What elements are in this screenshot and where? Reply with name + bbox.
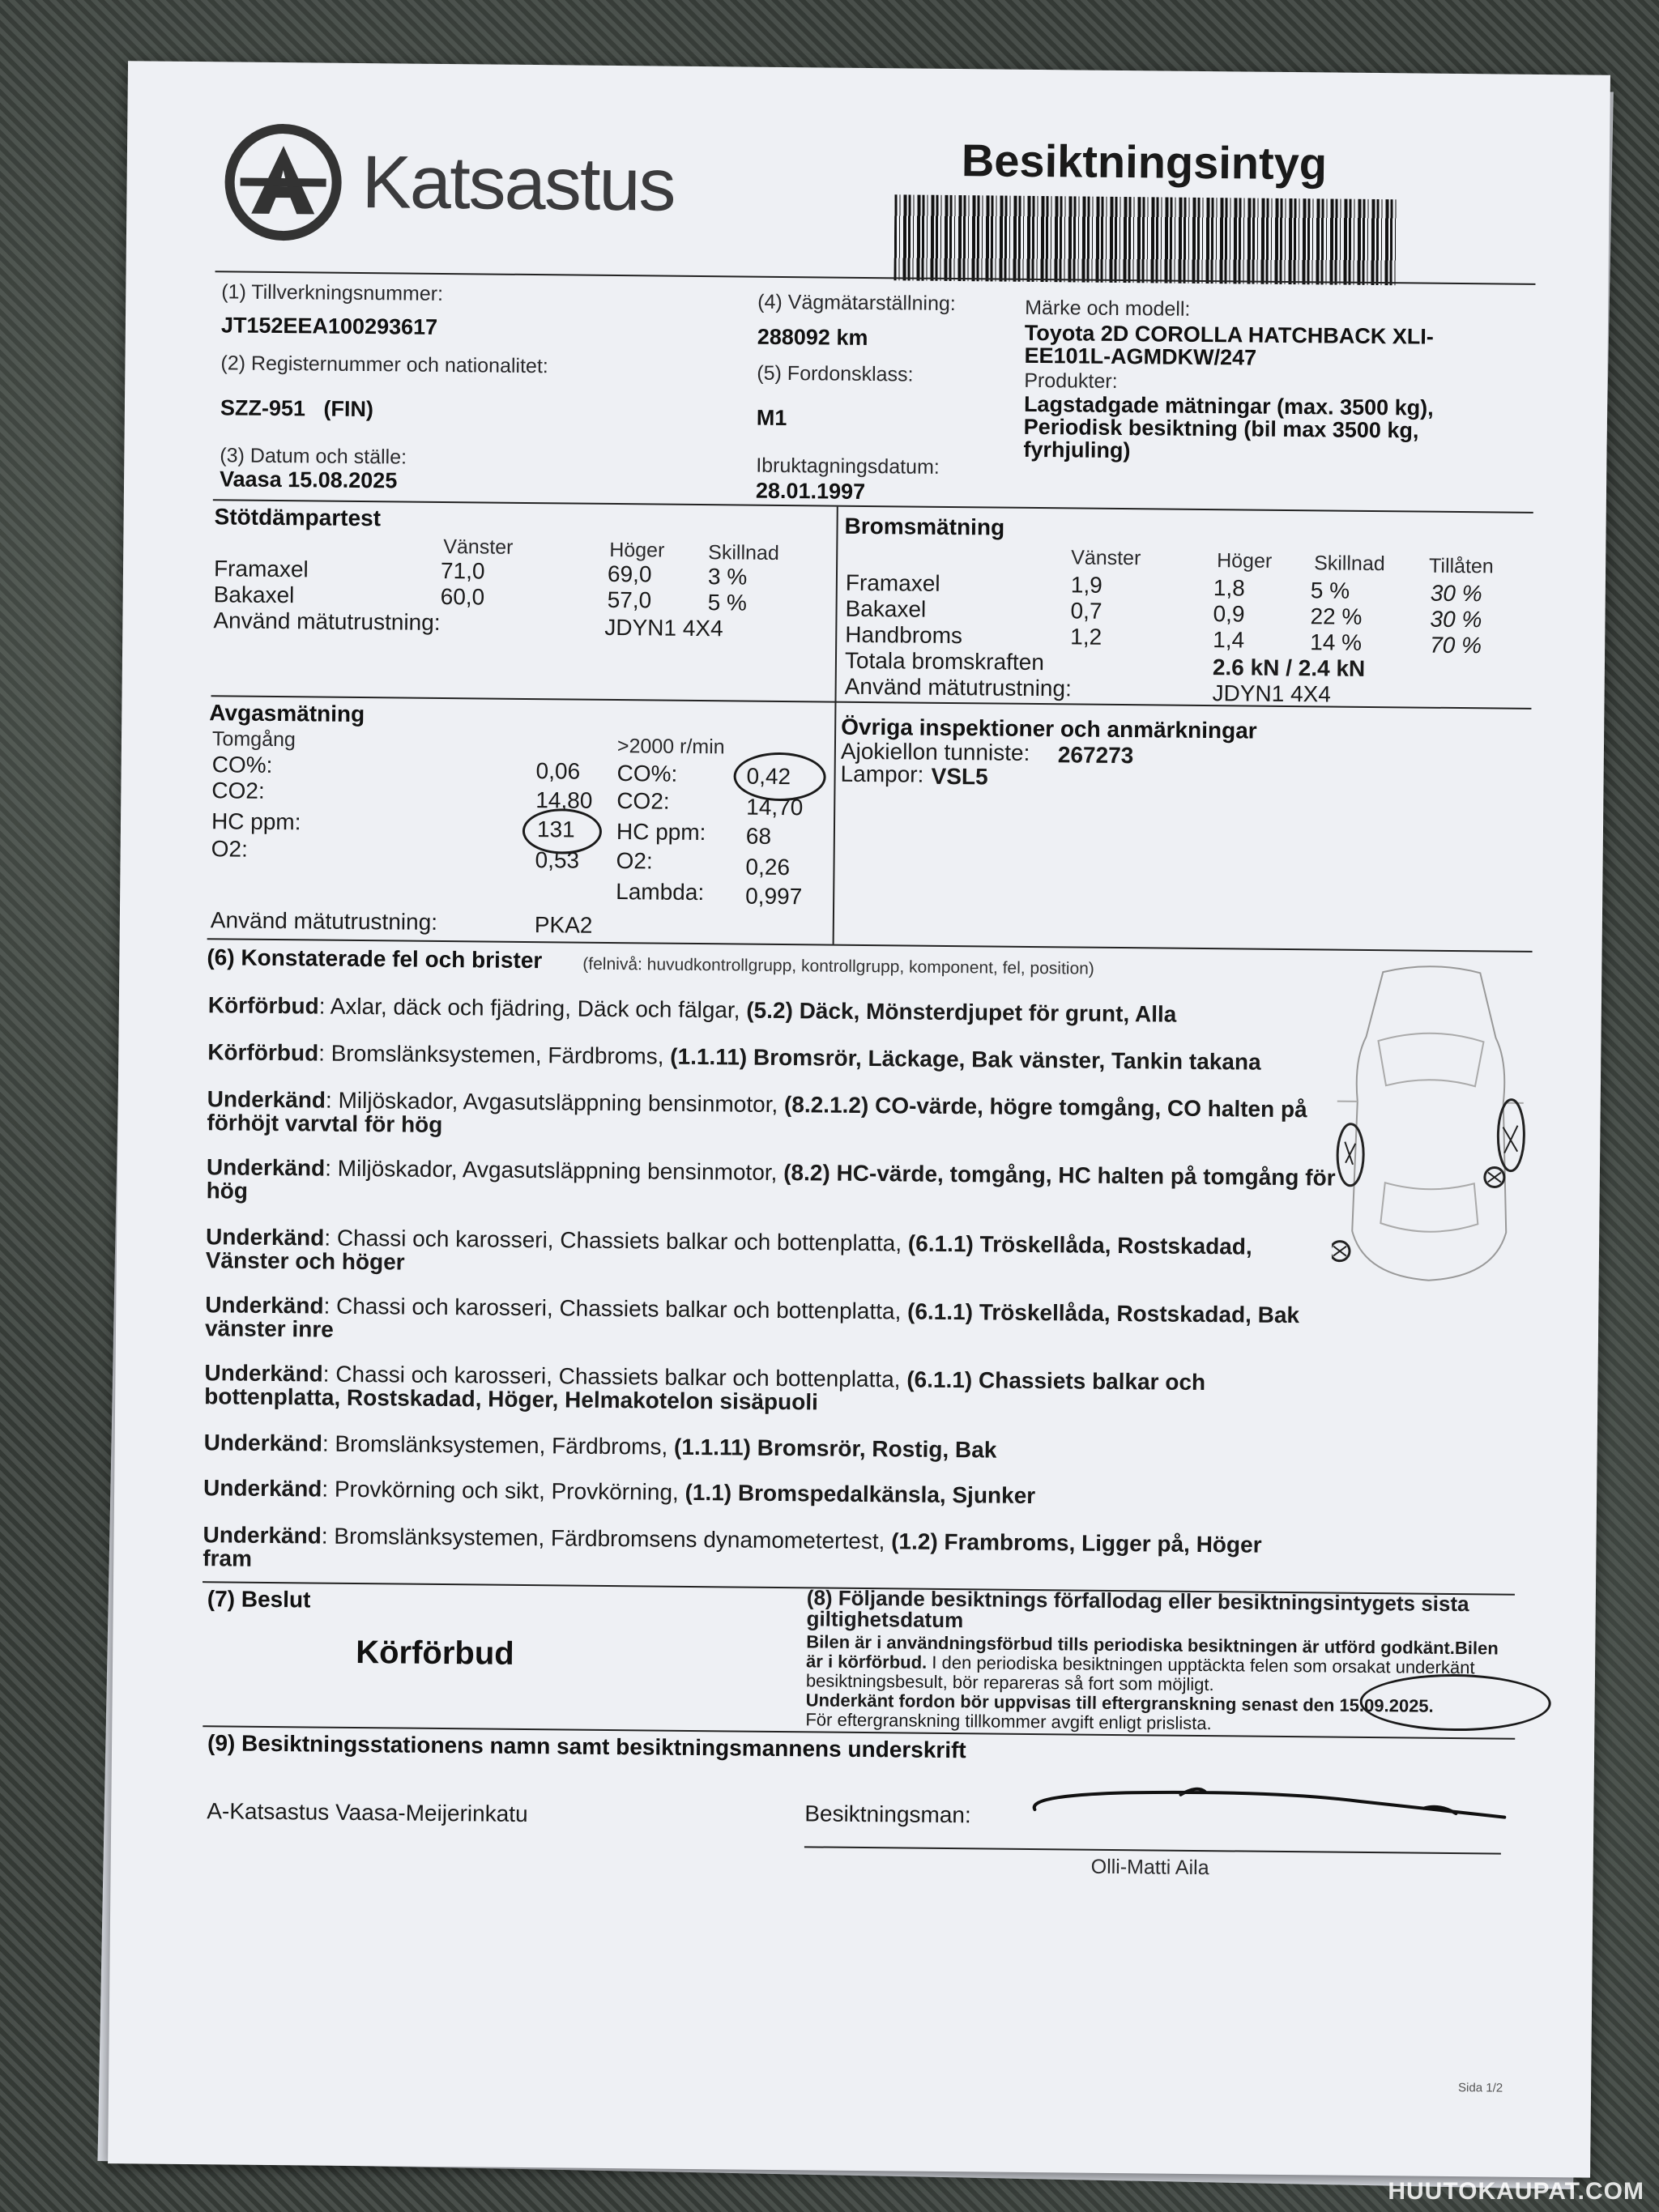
expiry-text: Bilen är i användningsförbud tills periodiska besiktningen är utförd godkänt.Bilen är i körförbud. I den periodiska besiktningen upptäckta felen som orsakat underkänt besiktningsbesult, bör repareras så fort som möjligt. Underkänt fordon bör uppvisas till eftergranskning senast den 15.09.2025. För eftergranskning tillkommer avgift enligt prislista.: [805, 1631, 1499, 1734]
brake-row-left: 1,9: [1070, 572, 1102, 598]
brake-equip-value: JDYN1 4X4: [1212, 680, 1332, 707]
exhaust-high-name: O2:: [616, 848, 653, 874]
inspector-name: Olli-Matti Aila: [1090, 1855, 1209, 1880]
ajo-label: Ajokiellon tunniste:: [840, 738, 1030, 765]
divider: [213, 499, 1533, 514]
exhaust-idle-name: HC ppm:: [211, 808, 301, 835]
exhaust-idle-value: 0,53: [535, 847, 580, 873]
defect-item: Underkänd: Chassi och karosseri, Chassiets balkar och bottenplatta, (6.1.1) Tröskellåda, Rostskadad, Vänster och höger: [205, 1224, 1252, 1275]
shock-row-right: 69,0: [607, 560, 652, 587]
column-divider: [833, 507, 838, 944]
brake-header-right: Höger: [1217, 549, 1273, 573]
inspector-label: Besiktningsman:: [804, 1801, 971, 1828]
station-title: (9) Besiktningsstationens namn samt besiktningsmannens underskrift: [207, 1730, 966, 1763]
shock-header-diff: Skillnad: [708, 541, 779, 565]
brake-row-right: 0,9: [1213, 601, 1245, 627]
class-label: (5) Fordonsklass:: [757, 361, 914, 386]
exhaust-idle-value: 0,06: [535, 758, 581, 784]
brake-title: Bromsmätning: [844, 513, 1005, 540]
brake-header-left: Vänster: [1071, 546, 1141, 570]
shock-row-name: Framaxel: [213, 556, 309, 582]
products-line-3: fyrhjuling): [1023, 437, 1131, 463]
products-label: Produkter:: [1024, 369, 1118, 393]
defect-item: Underkänd: Bromslänksystemen, Färdbromsens dynamometertest, (1.2) Frambroms, Ligger på, Höger fram: [203, 1522, 1262, 1571]
barcode: [893, 194, 1397, 285]
shock-row-name: Bakaxel: [213, 582, 295, 608]
handwritten-circle: [733, 752, 826, 801]
station-name: A-Katsastus Vaasa-Meijerinkatu: [207, 1798, 528, 1827]
brake-row-name: Framaxel: [845, 569, 940, 596]
vin-label: (1) Tillverkningsnummer:: [221, 280, 444, 305]
reg-value: SZZ-951 (FIN): [220, 395, 374, 422]
exhaust-idle-value: 14,80: [535, 787, 593, 813]
exhaust-equip-label: Använd mätutrustning:: [210, 907, 438, 935]
model-line-1: Toyota 2D COROLLA HATCHBACK XLI-: [1024, 320, 1434, 349]
commission-value: 28.01.1997: [755, 478, 866, 504]
products-line-1: Lagstadgade mätningar (max. 3500 kg),: [1023, 391, 1434, 420]
brake-total-value: 2.6 kN / 2.4 kN: [1212, 654, 1366, 681]
brake-row-allowed: 70 %: [1430, 632, 1482, 658]
exhaust-high-name: HC ppm:: [616, 819, 706, 846]
shock-row-right: 57,0: [607, 586, 652, 613]
shock-row-diff: 5 %: [707, 590, 748, 616]
exhaust-high-name: Lambda:: [616, 879, 705, 906]
odometer-value: 288092 km: [757, 324, 868, 350]
certificate-title: Besiktningsintyg: [961, 134, 1328, 190]
shock-equip-label: Använd mätutrustning:: [213, 607, 441, 635]
exhaust-high-value: 68: [745, 823, 772, 849]
brake-row-allowed: 30 %: [1430, 580, 1482, 607]
defect-item: Underkänd: Chassi och karosseri, Chassiets balkar och bottenplatta, (6.1.1) Chassiets balkar och bottenplatta, Rostskadad, Höger, Helmakotelon sisäpuoli: [204, 1360, 1206, 1415]
page-number: Sida 1/2: [1458, 2081, 1503, 2095]
signature-line: [804, 1846, 1501, 1854]
brake-row-allowed: 30 %: [1430, 606, 1482, 633]
brake-equip-label: Använd mätutrustning:: [844, 673, 1072, 701]
shock-header-left: Vänster: [443, 535, 514, 559]
katsastus-logo-icon: [224, 122, 343, 241]
car-diagram-icon: [1332, 964, 1529, 1289]
brake-row-left: 1,2: [1070, 624, 1102, 650]
brake-row-right: 1,8: [1213, 575, 1245, 601]
exhaust-high-value: 14,70: [746, 794, 804, 820]
exhaust-idle-label: Tomgång: [211, 727, 296, 752]
exhaust-high-value: 0,26: [745, 854, 791, 880]
brake-row-diff: 22 %: [1310, 603, 1363, 629]
brake-row-right: 1,4: [1213, 627, 1245, 653]
ajo-value: 267273: [1057, 742, 1134, 769]
products-line-2: Periodisk besiktning (bil max 3500 kg,: [1023, 414, 1419, 443]
defect-item: Underkänd: Miljöskador, Avgasutsläppning bensinmotor, (8.2) HC-värde, tomgång, HC halten på tomgång för hög: [206, 1154, 1336, 1204]
defect-item: Körförbud: Axlar, däck och fjädring, Däck och fälgar, (5.2) Däck, Mönsterdjupet för grunt, Alla: [207, 992, 1177, 1027]
exhaust-idle-name: O2:: [211, 836, 248, 862]
exhaust-high-value: 0,997: [745, 883, 803, 910]
brake-row-name: Bakaxel: [845, 595, 927, 622]
brake-row-diff: 14 %: [1310, 629, 1363, 655]
model-line-2: EE101L-AGMDKW/247: [1024, 343, 1257, 370]
brake-row-left: 0,7: [1070, 598, 1102, 624]
exhaust-title: Avgasmätning: [209, 700, 365, 727]
exhaust-high-name: CO2:: [616, 788, 670, 814]
exhaust-idle-name: CO%:: [211, 752, 273, 778]
lamp-value: VSL5: [931, 763, 988, 790]
watermark: HUUTOKAUPAT.COM: [1388, 2178, 1644, 2205]
other-title: Övriga inspektioner och anmärkningar: [841, 714, 1257, 744]
vin-value: JT152EEA100293617: [220, 313, 438, 339]
defects-title: (6) Konstaterade fel och brister: [207, 944, 543, 974]
brake-header-allowed: Tillåten: [1428, 554, 1494, 578]
exhaust-idle-name: CO2:: [211, 778, 265, 803]
exhaust-idle-value: 131: [536, 816, 575, 842]
inspection-certificate: [108, 61, 1610, 2177]
model-label: Märke och modell:: [1025, 296, 1191, 321]
defect-item: Underkänd: Provkörning och sikt, Provkörning, (1.1) Bromspedalkänsla, Sjunker: [203, 1475, 1036, 1509]
brake-row-name: Handbroms: [845, 621, 963, 649]
defect-item: Underkänd: Chassi och karosseri, Chassiets balkar och bottenplatta, (6.1.1) Tröskellåda, Rostskadad, Bak vänster inre: [204, 1292, 1300, 1342]
odometer-label: (4) Vägmätarställning:: [757, 290, 956, 316]
shock-equip-value: JDYN1 4X4: [604, 614, 723, 641]
expiry-title: (8) Följande besiktnings förfallodag eller besiktningsintygets sista giltighetsdatum: [806, 1585, 1469, 1633]
brand-name: Katsastus: [361, 140, 676, 227]
date-label: (3) Datum och ställe:: [220, 444, 407, 469]
lamp-label: Lampor:: [840, 761, 924, 787]
brake-total-label: Totala bromskraften: [844, 647, 1045, 676]
commission-label: Ibruktagningsdatum:: [756, 454, 940, 479]
reg-label: (2) Registernummer och nationalitet:: [220, 352, 548, 378]
decision-title: (7) Beslut: [207, 1586, 311, 1613]
shock-title: Stötdämpartest: [214, 504, 382, 531]
decision-value: Körförbud: [355, 1634, 514, 1672]
defect-item: Underkänd: Bromslänksystemen, Färdbroms, (1.1.11) Bromsrör, Rostig, Bak: [203, 1430, 997, 1463]
shock-row-left: 71,0: [440, 557, 485, 584]
shock-row-left: 60,0: [440, 583, 485, 610]
defects-subtitle: (felnivå: huvudkontrollgrupp, kontrollgrupp, komponent, fel, position): [582, 954, 1094, 978]
exhaust-high-label: >2000 r/min: [616, 735, 725, 759]
brake-header-diff: Skillnad: [1314, 552, 1385, 576]
defect-item: Körförbud: Bromslänksystemen, Färdbroms, (1.1.11) Bromsrör, Läckage, Bak vänster, Tankin takana: [207, 1039, 1261, 1075]
exhaust-high-value: 0,42: [746, 763, 791, 790]
class-value: M1: [756, 405, 787, 431]
exhaust-equip-value: PKA2: [534, 912, 593, 938]
defect-item: Underkänd: Miljöskador, Avgasutsläppning bensinmotor, (8.2.1.2) CO-värde, högre tomgång, CO halten på förhöjt varvtal för hög: [207, 1086, 1307, 1138]
exhaust-high-name: CO%:: [616, 761, 678, 786]
shock-header-right: Höger: [609, 538, 665, 562]
handwritten-circle: [522, 808, 603, 855]
signature-icon: [1018, 1771, 1521, 1848]
date-value: Vaasa 15.08.2025: [219, 467, 398, 493]
brake-row-diff: 5 %: [1310, 578, 1350, 603]
shock-row-diff: 3 %: [707, 564, 748, 590]
